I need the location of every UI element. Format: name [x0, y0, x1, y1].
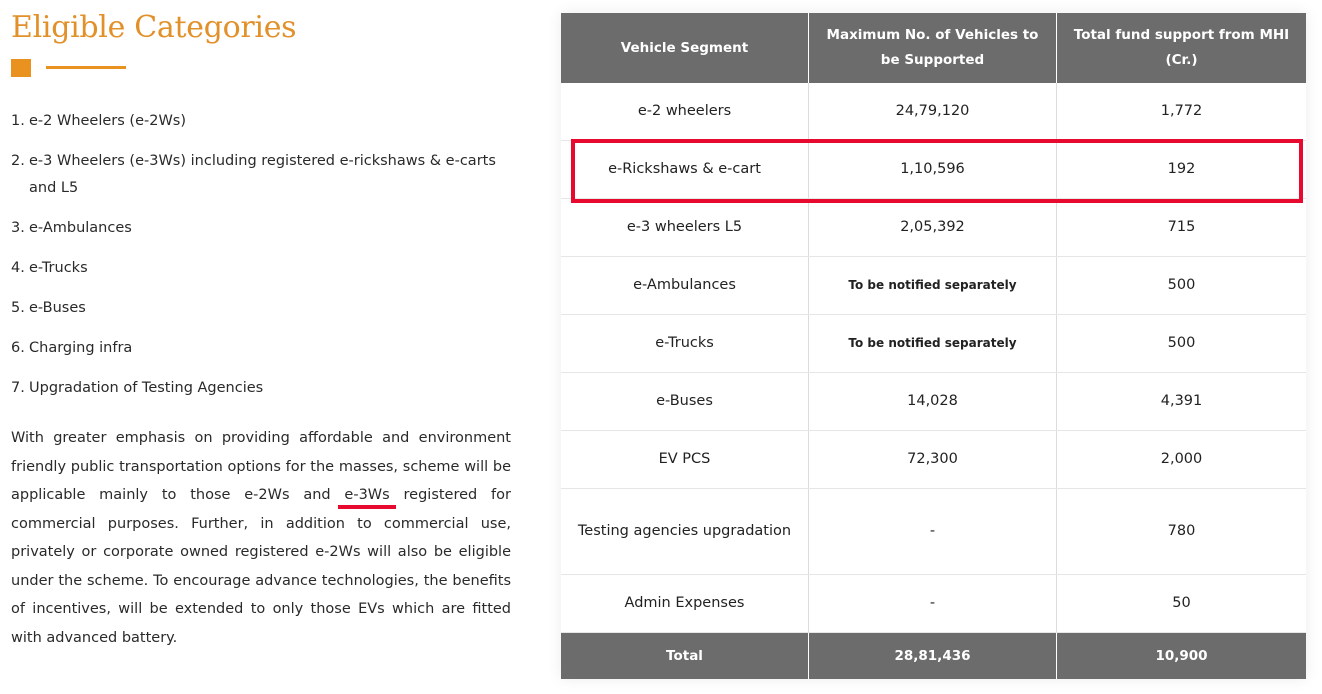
table-row [561, 489, 1306, 575]
paragraph-text-after: registered for commercial purposes. Further, in addition to commercial use, privately or corporate owned registered e-2Ws will also be eligible under the scheme. To encourage advance technologies, the benefits of incentives, will be extended to only those EVs which are fitted with advanced battery. [11, 487, 511, 646]
total-vehicles: 28,81,436 [809, 633, 1057, 679]
vehicles-cell: To be notified separately [809, 257, 1057, 314]
category-text: e-Buses [29, 300, 86, 316]
segment-cell: e-Buses [561, 373, 809, 430]
paragraph-text-before: With greater emphasis on providing affordable and environment friendly public transportation options for the masses, scheme will be applicable mainly to those e-2Ws and [11, 430, 511, 503]
segment-cell: e-2 wheelers [561, 83, 809, 140]
vehicles-cell: 72,300 [809, 431, 1057, 488]
table-row [561, 315, 1306, 373]
category-number: 4. [11, 260, 25, 276]
table-row [561, 199, 1306, 257]
category-text: e-3 Wheelers (e-3Ws) including registered e-rickshaws & e-carts and L5 [29, 153, 496, 196]
segment-cell: e-Rickshaws & e-cart [561, 141, 809, 198]
category-item [11, 215, 511, 242]
fund-cell: 4,391 [1160, 393, 1203, 409]
fund-support-table [561, 13, 1306, 679]
category-text: e-Trucks [29, 260, 88, 276]
category-number: 7. [11, 380, 25, 396]
vehicles-cell: - [809, 575, 1057, 632]
fund-cell: 192 [1167, 161, 1196, 177]
category-number: 2. [11, 153, 25, 169]
table-row [561, 141, 1306, 199]
scheme-description [11, 424, 511, 652]
fund-cell: 500 [1167, 277, 1196, 293]
category-number: 3. [11, 220, 25, 236]
header-max-vehicles: Maximum No. of Vehicles to be Supported [809, 13, 1057, 83]
category-item [11, 295, 511, 322]
header-fund-support: Total fund support from MHI (Cr.) [1073, 27, 1290, 68]
fund-cell: 1,772 [1160, 103, 1203, 119]
vehicles-cell: To be notified separately [809, 315, 1057, 372]
segment-cell: Admin Expenses [561, 575, 809, 632]
segment-cell: e-3 wheelers L5 [561, 199, 809, 256]
vehicles-cell: 1,10,596 [809, 141, 1057, 198]
table-row [561, 257, 1306, 315]
vehicles-cell: 24,79,120 [809, 83, 1057, 140]
total-label: Total [561, 633, 809, 679]
table-total-row [561, 633, 1306, 679]
category-number: 5. [11, 300, 25, 316]
category-item [11, 148, 511, 202]
category-number: 6. [11, 340, 25, 356]
table-row [561, 83, 1306, 141]
fund-cell: 780 [1167, 523, 1196, 539]
table-header-row [561, 13, 1306, 83]
segment-cell: EV PCS [561, 431, 809, 488]
vehicles-cell: 2,05,392 [809, 199, 1057, 256]
fund-cell: 2,000 [1160, 451, 1203, 467]
title-accent-line [46, 66, 126, 69]
category-text: e-Ambulances [29, 220, 132, 236]
category-text: Upgradation of Testing Agencies [29, 380, 264, 396]
header-vehicle-segment: Vehicle Segment [561, 13, 809, 83]
vehicles-cell: - [809, 489, 1057, 574]
table-row [561, 575, 1306, 633]
total-fund: 10,900 [1155, 647, 1208, 664]
highlighted-term: e-3Ws [344, 487, 390, 503]
vehicles-cell: 14,028 [809, 373, 1057, 430]
section-title: Eligible Categories [11, 10, 297, 45]
table-row [561, 431, 1306, 489]
title-accent-square [11, 59, 31, 77]
table-row [561, 373, 1306, 431]
fund-cell: 500 [1167, 335, 1196, 351]
segment-cell: Testing agencies upgradation [561, 489, 809, 574]
category-item [11, 375, 511, 402]
category-text: e-2 Wheelers (e-2Ws) [29, 113, 187, 129]
fund-cell: 715 [1167, 219, 1196, 235]
fund-cell: 50 [1172, 595, 1191, 611]
category-text: Charging infra [29, 340, 133, 356]
segment-cell: e-Trucks [561, 315, 809, 372]
category-number: 1. [11, 113, 25, 129]
segment-cell: e-Ambulances [561, 257, 809, 314]
category-item [11, 108, 511, 135]
category-item [11, 335, 511, 362]
category-item [11, 255, 511, 282]
